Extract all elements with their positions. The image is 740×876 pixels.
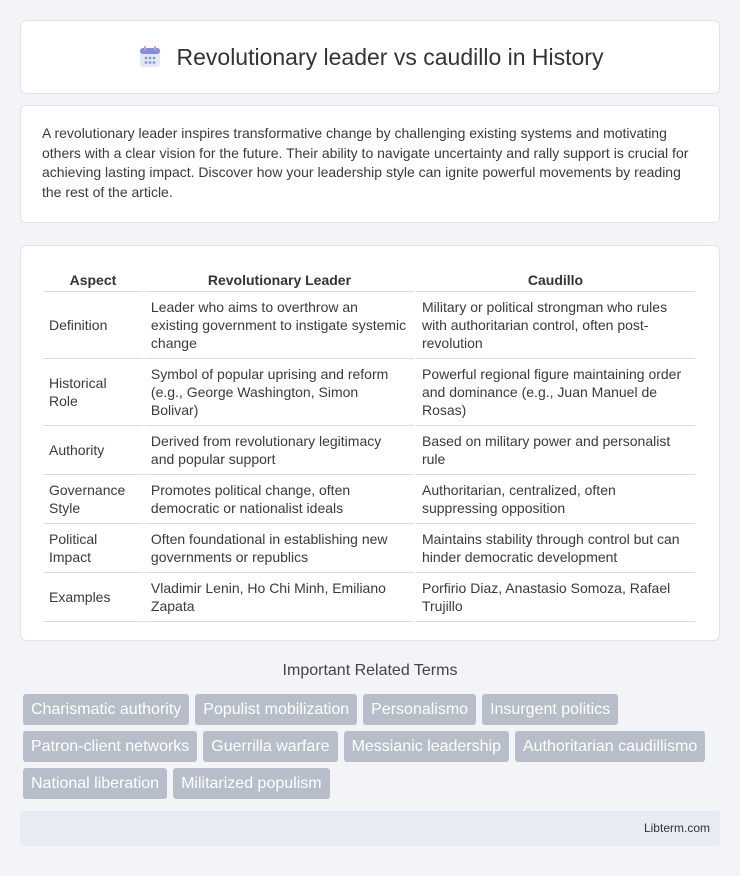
table-cell: Military or political strongman who rules with authoritarian control, often post-revolution bbox=[416, 292, 695, 359]
term-tag[interactable]: Militarized populism bbox=[173, 768, 330, 799]
table-cell: Governance Style bbox=[43, 475, 143, 524]
table-cell: Definition bbox=[43, 292, 143, 359]
table-cell: Promotes political change, often democratic or nationalist ideals bbox=[145, 475, 414, 524]
table-row bbox=[43, 524, 695, 573]
table-row bbox=[43, 573, 695, 622]
comparison-table bbox=[41, 266, 697, 622]
footer bbox=[20, 811, 720, 846]
footer-site-link[interactable]: Libterm.com bbox=[643, 821, 710, 835]
table-cell: Vladimir Lenin, Ho Chi Minh, Emiliano Zapata bbox=[145, 573, 414, 622]
table-cell: Derived from revolutionary legitimacy and popular support bbox=[145, 426, 414, 475]
table-cell: Political Impact bbox=[43, 524, 143, 573]
calendar-icon bbox=[137, 44, 163, 70]
comparison-table-card bbox=[20, 245, 720, 641]
column-header-caudillo: Caudillo bbox=[416, 266, 695, 292]
term-tag[interactable]: Patron-client networks bbox=[23, 731, 197, 762]
table-cell: Examples bbox=[43, 573, 143, 622]
table-row bbox=[43, 359, 695, 426]
term-tag[interactable]: Populist mobilization bbox=[195, 694, 357, 725]
column-header-revolutionary-leader: Revolutionary Leader bbox=[145, 266, 414, 292]
term-tag[interactable]: Personalismo bbox=[363, 694, 476, 725]
table-cell: Porfirio Diaz, Anastasio Somoza, Rafael Trujillo bbox=[416, 573, 695, 622]
table-cell: Maintains stability through control but can hinder democratic development bbox=[416, 524, 695, 573]
term-tag[interactable]: Guerrilla warfare bbox=[203, 731, 337, 762]
table-cell: Historical Role bbox=[43, 359, 143, 426]
table-row bbox=[43, 292, 695, 359]
term-tag[interactable]: Authoritarian caudillismo bbox=[515, 731, 705, 762]
table-cell: Based on military power and personalist rule bbox=[416, 426, 695, 475]
table-cell: Often foundational in establishing new governments or republics bbox=[145, 524, 414, 573]
table-cell: Powerful regional figure maintaining order and dominance (e.g., Juan Manuel de Rosas) bbox=[416, 359, 695, 426]
term-tag[interactable]: National liberation bbox=[23, 768, 167, 799]
header-card bbox=[20, 20, 720, 94]
table-cell: Authority bbox=[43, 426, 143, 475]
table-row bbox=[43, 475, 695, 524]
column-header-aspect: Aspect bbox=[43, 266, 143, 292]
page-title: Revolutionary leader vs caudillo in History bbox=[176, 43, 604, 70]
term-tag[interactable]: Messianic leadership bbox=[344, 731, 509, 762]
table-cell: Leader who aims to overthrow an existing government to instigate systemic change bbox=[145, 292, 414, 359]
term-tag[interactable]: Insurgent politics bbox=[482, 694, 618, 725]
intro-text: A revolutionary leader inspires transformative change by challenging existing systems and motivating others with a clear vision for the future. Their ability to navigate uncertainty and rally support is crucial for achieving lasting impact. Discover how your leadership style can ignite powerful movements by reading the rest of the article. bbox=[42, 125, 689, 200]
intro-card bbox=[20, 105, 720, 223]
table-cell: Authoritarian, centralized, often suppressing opposition bbox=[416, 475, 695, 524]
related-terms-list bbox=[23, 694, 723, 805]
table-cell: Symbol of popular uprising and reform (e.g., George Washington, Simon Bolivar) bbox=[145, 359, 414, 426]
related-terms-heading: Important Related Terms bbox=[282, 662, 458, 679]
table-row bbox=[43, 426, 695, 475]
term-tag[interactable]: Charismatic authority bbox=[23, 694, 189, 725]
